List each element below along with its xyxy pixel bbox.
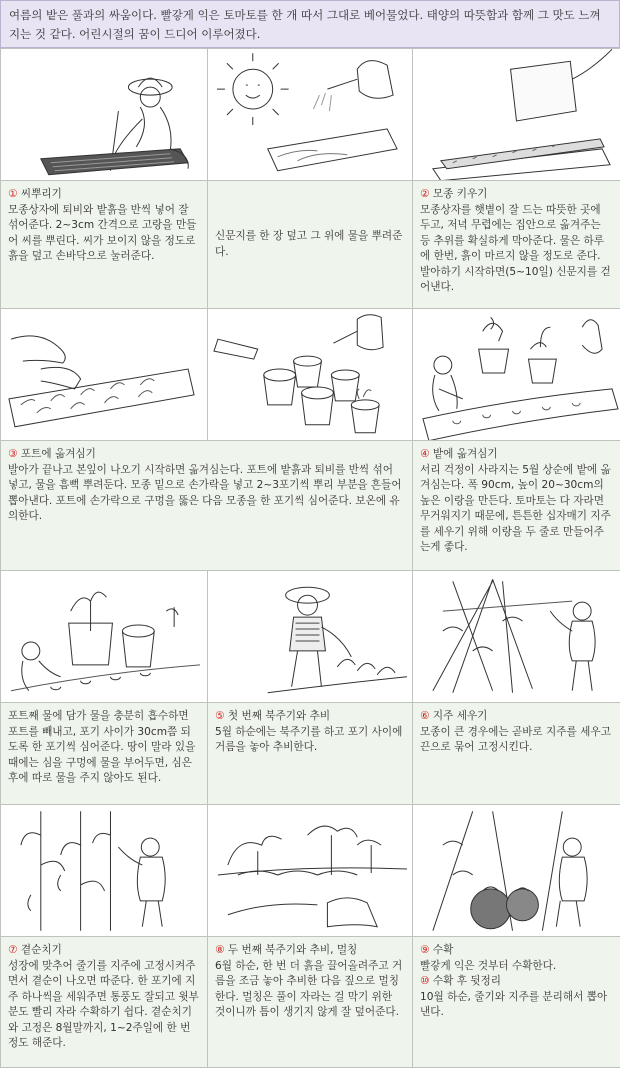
caption-pruning bbox=[1, 937, 208, 1068]
sun-watering-drawing bbox=[208, 49, 412, 180]
pruning-illustration bbox=[1, 805, 208, 937]
newspaper-tray-drawing bbox=[413, 49, 620, 180]
hands-seedlings-drawing bbox=[1, 309, 207, 440]
step-body: 포트째 물에 담가 물을 충분히 흡수하면 포트를 빼내고, 포기 사이가 30cm쯤 되도록 한 포기씩 심어준다. 땅이 말라 있을 때에는 심을 구멍에 물을 부어두면, 심은 후에 따로 물을 주지 않아도 된다. bbox=[8, 710, 196, 784]
step-body: 서리 걱정이 사라지는 5월 상순에 밭에 옮겨심는다. 폭 90cm, 높이 20~30cm의 높은 이랑을 만든다. 토마토는 다 자라면 무거워지기 때문에, 튼튼한 십자매기 지주를 세우기 위해 이랑을 두 줄로 만들어주는게 좋다. bbox=[420, 463, 611, 553]
step-body: 10월 하순, 줄기와 지주를 분리해서 뽑아낸다. bbox=[420, 990, 608, 1018]
pot-soaking-drawing bbox=[1, 571, 207, 702]
step-number: ② bbox=[420, 188, 430, 200]
stakes-illustration bbox=[413, 571, 620, 703]
step-body: 성장에 맞추어 줄기를 지주에 고정시켜주면서 곁순이 나오면 따준다. 한 포기에 지주 하나씩을 세워주면 통풍도 잘되고 윗부분도 빨리 자라 수확하기 쉽다. 곁순치기와 고정은 8월말까지, 1~2주일에 한 번 정도 해준다. bbox=[8, 959, 199, 1049]
second-hilling-illustration bbox=[208, 805, 413, 937]
caption-row-1 bbox=[1, 181, 620, 309]
step-title: 포트에 옮겨심기 bbox=[20, 448, 96, 460]
step-body: 5월 하순에는 북주기를 하고 포기 사이에 거름을 놓아 추비한다. bbox=[215, 725, 403, 753]
step-body: 모종상자를 햇볕이 잘 드는 따뜻한 곳에 두고, 저녁 무렵에는 집안으로 옮겨주는 등 추위를 확실하게 막아준다. 물은 하루에 한번, 흙이 마르지 않을 정도로 준다. 발아하기 시작하면(5~10일) 신문지를 걷어낸다. bbox=[420, 203, 611, 293]
child-planting-drawing bbox=[413, 309, 620, 440]
step-title: 곁순치기 bbox=[20, 944, 62, 956]
planting-bed-illustration bbox=[413, 309, 620, 441]
step-title: 수확 bbox=[432, 944, 454, 956]
pots-watering-can-drawing bbox=[208, 309, 412, 440]
harvest-illustration bbox=[413, 805, 620, 937]
caption-row-4 bbox=[1, 937, 620, 1068]
step-number: ⑦ bbox=[8, 944, 18, 956]
step-title: 첫 번째 북주기와 추비 bbox=[227, 710, 331, 722]
sowing-person-drawing bbox=[1, 49, 207, 180]
caption-pot-transplant bbox=[1, 441, 413, 571]
hilling-illustration bbox=[208, 571, 413, 703]
caption-harvest bbox=[413, 937, 620, 1068]
caption-newspaper bbox=[208, 181, 413, 309]
step-body: 빨갛게 익은 것부터 수확한다. bbox=[420, 959, 557, 972]
step-number: ④ bbox=[420, 448, 430, 460]
transplant-hands-illustration bbox=[1, 309, 208, 441]
image-row-3 bbox=[1, 571, 620, 703]
caption-row-3 bbox=[1, 703, 620, 805]
step-body: 발아가 끝나고 본잎이 나오기 시작하면 옮겨심는다. 포트에 밭흙과 퇴비를 반씩 섞어 넣고, 물을 흠뻑 뿌려둔다. 모종 밑으로 손가락을 넣고 2~3포기씩 뿌리 부분을 흔들어 뽑아낸다. 포트에 손가락으로 구멍을 뚫은 다음 모종을 한 포기씩 심어준다. 보온에 유의한다. bbox=[8, 463, 402, 522]
step-title: 지주 세우기 bbox=[432, 710, 488, 722]
mulching-drawing bbox=[208, 805, 412, 936]
pruning-person-drawing bbox=[1, 805, 207, 936]
caption-seedling-care bbox=[413, 181, 620, 309]
step-number: ⑨ bbox=[420, 944, 430, 956]
image-row-4 bbox=[1, 805, 620, 937]
pots-illustration bbox=[208, 309, 413, 441]
step-number: ③ bbox=[8, 448, 18, 460]
harvest-tomatoes-drawing bbox=[413, 805, 620, 936]
watering-illustration bbox=[208, 49, 413, 181]
step-body: 6월 하순, 한 번 더 흙을 끌어올려주고 거름을 조금 놓아 추비한 다음 짚으로 멀칭한다. 멀칭은 풀이 자라는 걸 막기 위한 것이니까 틈이 생기지 않게 잘 덮어준다. bbox=[215, 959, 403, 1018]
caption-sowing bbox=[1, 181, 208, 309]
newspaper-cover-illustration bbox=[413, 49, 620, 181]
step-body: 신문지를 한 장 덮고 그 위에 물을 뿌려준다. bbox=[215, 230, 403, 258]
caption-field-transplant bbox=[413, 441, 620, 571]
step-number: ⑥ bbox=[420, 710, 430, 722]
stakes-person-drawing bbox=[413, 571, 620, 702]
pot-soaking-illustration bbox=[1, 571, 208, 703]
step-body: 모종이 큰 경우에는 곧바로 지주를 세우고 끈으로 묶어 고정시킨다. bbox=[420, 725, 611, 753]
step-title: 씨뿌리기 bbox=[20, 188, 62, 200]
illustration-grid bbox=[0, 48, 620, 1068]
image-row-2 bbox=[1, 309, 620, 441]
step-number: ⑧ bbox=[215, 944, 225, 956]
intro-text: 여름의 밭은 풀과의 싸움이다. 빨갛게 익은 토마토를 한 개 따서 그대로 베어물었다. 태양의 따뜻함과 함께 그 맛도 느껴지는 것 같다. 어린시절의 꿈이 드디어 이루어졌다. bbox=[0, 0, 620, 48]
step-number: ① bbox=[8, 188, 18, 200]
caption-stakes bbox=[413, 703, 620, 805]
caption-first-hilling bbox=[208, 703, 413, 805]
caption-pot-planting bbox=[1, 703, 208, 805]
sowing-illustration bbox=[1, 49, 208, 181]
step-title: 두 번째 북주기와 추비, 멀칭 bbox=[227, 944, 358, 956]
step-number: ⑤ bbox=[215, 710, 225, 722]
step-title: 모종 키우기 bbox=[432, 188, 488, 200]
step-title: 수확 후 뒷정리 bbox=[432, 975, 502, 987]
image-row-1 bbox=[1, 49, 620, 181]
caption-second-hilling bbox=[208, 937, 413, 1068]
step-number: ⑩ bbox=[420, 975, 430, 987]
hilling-person-drawing bbox=[208, 571, 412, 702]
caption-row-2 bbox=[1, 441, 620, 571]
step-body: 모종상자에 퇴비와 밭흙을 반씩 넣어 잘 섞어준다. 2~3cm 간격으로 고랑을 만들어 씨를 뿌린다. 씨가 보이지 않을 정도로 흙을 덮고 손바닥으로 눌러준다. bbox=[8, 203, 197, 262]
step-title: 밭에 옮겨심기 bbox=[432, 448, 498, 460]
